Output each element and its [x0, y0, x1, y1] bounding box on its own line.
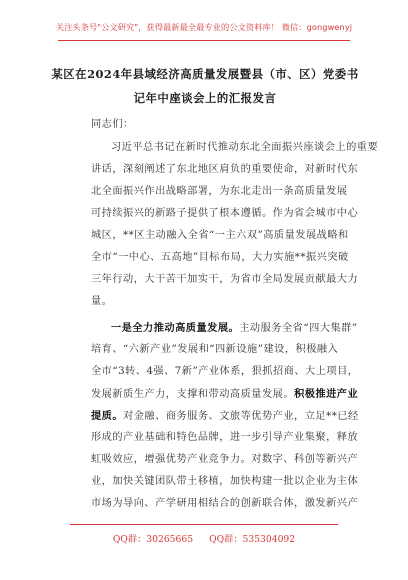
- para1-line: 城区，**区主动融入全省“一主六双”高质量发展战略和: [91, 230, 349, 241]
- salutation: 同志们：: [91, 119, 134, 130]
- promo-header: 关注头条号"公文研究"，获得最新最全最专业的公文资料库！ 微信：gongwenyj: [55, 22, 353, 32]
- para2-line: 培育、“六新产业”发展和“四新设施”建设，积极融入: [91, 344, 339, 355]
- para2-subheading: 积极推进产业: [294, 388, 359, 400]
- para1-line: 三年行动，大干苦干加实干，为省市全局发展贡献最大力: [91, 274, 359, 285]
- para2-subheading-cont: 提质。: [91, 410, 124, 422]
- para2-line-with-subheading-cont: [91, 409, 359, 424]
- para1-line: 习近平总书记在新时代推动东北全面振兴座谈会上的重要: [111, 142, 379, 153]
- promo-footer: [0, 531, 408, 545]
- document-title-line1: 某区在2024年县域经济高质量发展暨县（市、区）党委书: [51, 67, 359, 81]
- qq-group-1: QQ群：30265665: [112, 534, 194, 545]
- para2-line-text: 对金融、商务服务、文旅等优势产业，立足**已经: [123, 411, 359, 422]
- qq-group-2: QQ群：535304092: [209, 534, 296, 545]
- para1-line: 讲话，深刻阐述了东北地区肩负的重要使命，对新时代东: [91, 164, 359, 175]
- para2-line: 全市“3转、4强、7新”产业体系，狠抓招商、大上项目，: [91, 366, 359, 377]
- para2-line: 形成的产业基础和特色品牌，进一步引导产业集聚，释放: [91, 432, 359, 443]
- para1-line: 全市“一中心、五高地”目标布局，大力实施**振兴突破: [91, 252, 349, 263]
- para1-line: 量。: [91, 296, 113, 307]
- para2-line-with-subheading: [91, 387, 359, 402]
- header-divider: [58, 40, 350, 41]
- para1-line: 北全面振兴作出战略部署，为东北走出一条高质量发展: [91, 186, 348, 197]
- para2-first-line: [91, 321, 358, 336]
- para2-line-text: 发展新质生产力，支撑和带动高质量发展。: [91, 389, 295, 400]
- para2-line-rest: 主动服务全省“四大集群”: [239, 323, 358, 334]
- document-title-line2: 记年中座谈会上的汇报发言: [133, 91, 277, 105]
- para2-line: 业，加快关键团队带土移植，加快构建一批以企业为主体: [91, 476, 359, 487]
- para2-line: 虹吸效应，增强优势产业竞争力。对数字、科创等新兴产: [91, 454, 359, 465]
- para2-lead-heading: 一是全力推动高质量发展。: [111, 322, 240, 334]
- para1-line: 可持续振兴的新路子提供了根本遵循。作为省会城市中心: [91, 208, 359, 219]
- footer-divider: [70, 524, 338, 525]
- para2-line: 市场为导向、产学研用相结合的创新联合体，激发新兴产: [91, 498, 359, 509]
